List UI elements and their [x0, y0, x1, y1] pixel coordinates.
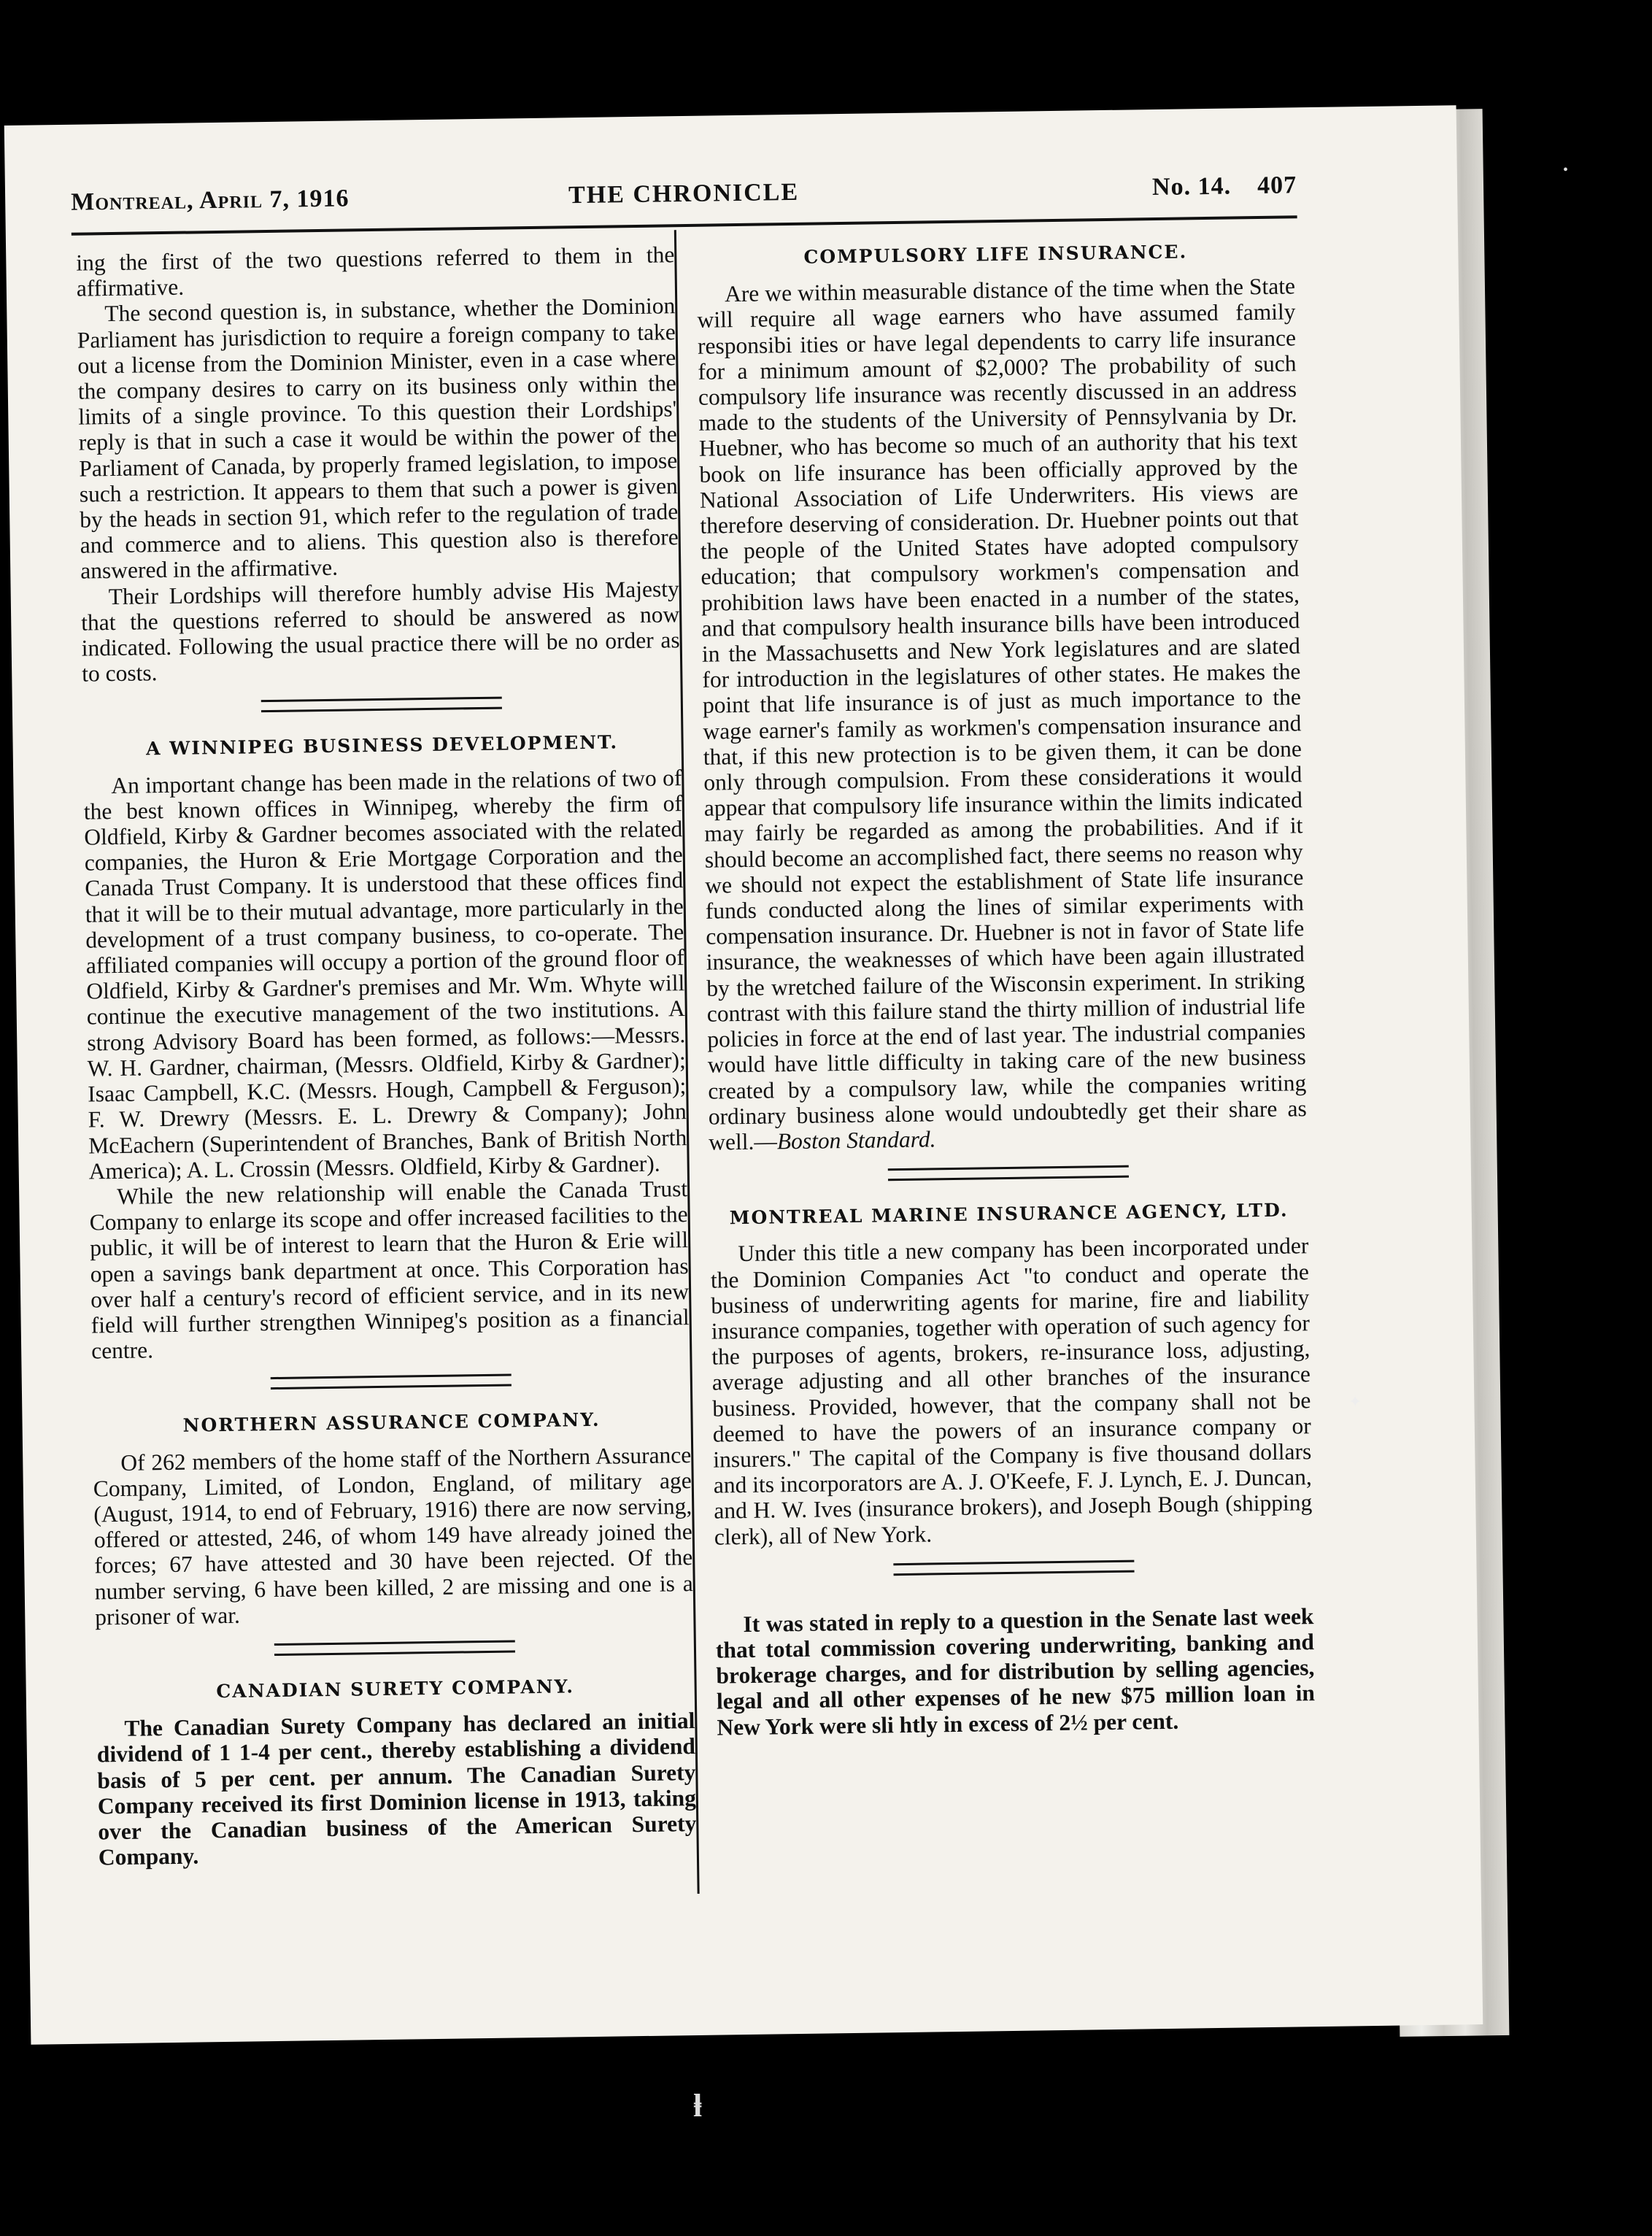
section-separator: [271, 1374, 512, 1390]
body-paragraph: An important change has been made in the relations of two of the best known offices in Winnipeg, whereby the firm of Oldfield, Kirby & Gardner becomes associated with the related companies, the Huron & Erie Mortgage Corporation and the Canada Trust Company. It is understood that these offices find that it will be to their mutual advantage, more particularly in the development of a trust company business, to co-operate. The affiliated companies will occupy a portion of the ground floor of Oldfield, Kirby & Gardner's premises and Mr. Wm. Whyte will continue the executive management of the two institutions. A strong Advisory Board has been formed, as follows:—Messrs. W. H. Gardner, chairman, (Messrs. Oldfield, Kirby & Gardner); Isaac Campbell, K.C. (Messrs. Hough, Campbell & Ferguson); F. W. Drewry (Messrs. E. L. Drewry & Company); John McEachern (Superintendent of Branches, Bank of British North America); A. L. Crossin (Messrs. Oldfield, Kirby & Gardner).: [83, 764, 687, 1184]
body-paragraph-bold: It was stated in reply to a question in the Senate last week that total commission covering underwriting, banking and brokerage charges, and for distribution by selling agencies, legal and all other expenses of he new $75 million loan in New York were sli htly in excess of 2½ per cent.: [715, 1603, 1316, 1740]
newspaper-page: [4, 105, 1483, 2045]
article-heading-winnipeg: A WINNIPEG BUSINESS DEVELOPMENT.: [145, 731, 619, 760]
continued-paragraph: ing the first of the two questions referred to them in the affirmative.: [76, 242, 675, 301]
source-attribution: Boston Standard.: [776, 1126, 936, 1154]
body-paragraph: [697, 274, 1308, 1155]
scan-artifact: ⱡ: [693, 2088, 703, 2124]
body-paragraph: Of 262 members of the home staff of the Northern Assurance Company, Limited, of London, England, of military age (August, 1914, to end of February, 1916) there are now serving, offered or attested, 246, of whom 149 have already joined the forces; 67 have attested and 30 have been rejected. Of the number serving, 6 have been killed, 2 are missing and one is a prisoner of war.: [93, 1441, 693, 1630]
article-heading-marine: MONTREAL MARINE INSURANCE AGENCY, LTD.: [729, 1199, 1289, 1229]
header-publication-title: THE CHRONICLE: [568, 178, 800, 209]
scan-mark: ✦: [1348, 1392, 1362, 1411]
section-separator: [261, 697, 502, 713]
body-paragraph: While the new relationship will enable the Canada Trust Company to enlarge its scope and offer increased facilities to the public, it will be of interest to learn that the Huron & Erie will open a savings bank department at once. This Corporation has over half a century's record of efficient service, and in its new field will further strengthen Winnipeg's position as a financial centre.: [89, 1175, 690, 1364]
section-separator: [274, 1640, 515, 1656]
body-paragraph: Under this title a new company has been incorporated under the Dominion Companies Act "to conduct and operate the business of underwriting agents for marine, fire and liability insurance companies, together with operation of such agency for the purposes of agents, brokers, re-insurance loss, adjusting, average adjusting and all other branches of the insurance business. Provided, however, that the company shall not be deemed to have the powers of an insurance company or insurers." The capital of the Company is five thousand dollars and its incorporators are A. J. O'Keefe, F. J. Lynch, E. J. Duncan, and H. W. Ives (insurance brokers), and Joseph Bough (shipping clerk), all of New York.: [710, 1233, 1313, 1550]
article-heading-northern: NORTHERN ASSURANCE COMPANY.: [182, 1409, 601, 1437]
article-heading-surety: CANADIAN SURETY COMPANY.: [216, 1676, 575, 1703]
body-paragraph: Their Lordships will therefore humbly advise His Majesty that the questions referred to should be answered as now indicated. Following the usual practice there will be no order as to costs.: [81, 575, 680, 687]
header-issue-number: No. 14.: [1151, 172, 1232, 201]
compulsory-text: Are we within measurable distance of the time when the State will require all wage earners who have assumed family responsibi ities or have legal dependents to carry life insurance for a minimum amount of $2,000? The probability of such compulsory life insurance was recently discussed in an address made to the students of the University of Pennsylvania by Dr. Huebner, who has become so much of an authority that his text book on life insurance has been officially approved by the National Association of Life Underwriters. His views are therefore deserving of consideration. Dr. Huebner points out that the people of the United States have adopted compulsory education; that compulsory workmen's compensation and prohibition laws have been enacted in a number of the states, and that compulsory health insurance bills have been introduced in the Massachusetts and New York legislatures and are slated for introduction in the legislatures of other states. He makes the point that life insurance is of just as much importance to the wage earner's family as workmen's compensation insurance and that, if this new protection is to be given them, it can be done only through compulsion. From these considerations it would appear that compulsory life insurance within the limits indicated may fairly be regarded as among the probabilities. And if it should become an accomplished fact, there seems no reason why we should not expect the establishment of State life insurance funds conducted along the lines of similar experiments with compensation insurance. Dr. Huebner is not in favor of State life insurance, the weaknesses of which have been again illustrated by the wretched failure of the Wisconsin experiment. In striking contrast with this failure stand the thirty million of industrial life policies in force at the end of last year. The industrial companies would have little difficulty in taking care of the new business created by a compulsory law, while the companies writing ordinary business alone would undoubtedly get their share as well.—: [697, 273, 1307, 1155]
left-column: [76, 242, 697, 1870]
right-column: [696, 233, 1316, 1740]
body-paragraph-bold: The Canadian Surety Company has declared an initial dividend of 1 1-4 per cent., thereby establishing a dividend basis of 5 per cent. per annum. The Canadian Surety Company received its first Dominion license in 1913, taking over the Canadian business of the American Surety Company.: [96, 1708, 697, 1870]
scan-speck: •: [1563, 162, 1569, 178]
header-issue-page: [1126, 171, 1297, 201]
section-separator: [893, 1560, 1134, 1576]
section-separator: [888, 1165, 1129, 1181]
body-paragraph: The second question is, in substance, whether the Dominion Parliament has jurisdiction to require a foreign company to take out a license from the Dominion Minister, even in a case where the company desires to carry on its business only within the limits of a single province. To this question their Lordships' reply is that in such a case it would be within the power of the Parliament of Canada, by properly framed legislation, to impose such a restriction. It appears to them that such a power is given by the heads in section 91, which refer to the regulation of trade and commerce and to aliens. This question also is therefore answered in the affirmative.: [77, 293, 679, 585]
header-page-number: 407: [1257, 171, 1297, 200]
article-heading-compulsory: COMPULSORY LIFE INSURANCE.: [803, 241, 1188, 268]
header-dateline: Montreal, April 7, 1916: [70, 185, 350, 216]
